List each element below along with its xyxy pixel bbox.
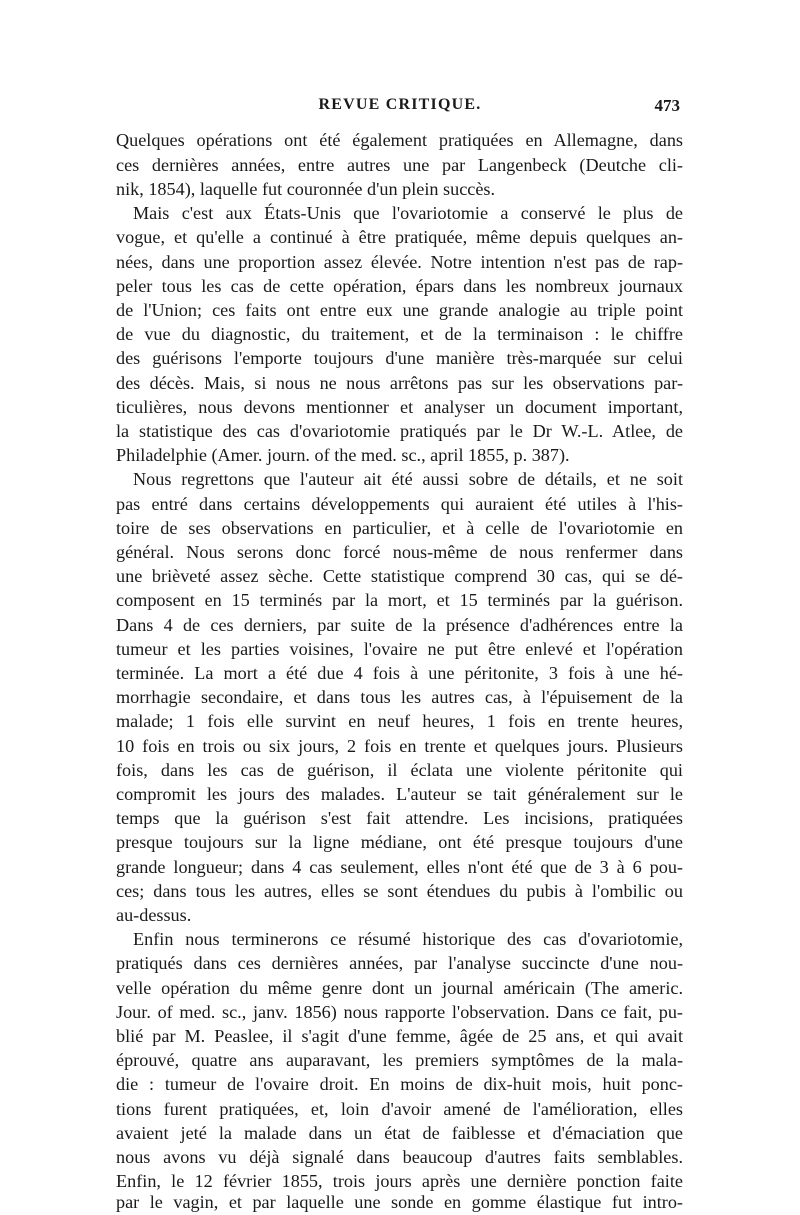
text-line: grande longueur; dans 4 cas seulement, elles n'ont été que de 3 à 6 pou- bbox=[116, 857, 683, 877]
text-line: Jour. of med. sc., janv. 1856) nous rapporte l'observation. Dans ce fait, pu- bbox=[116, 1002, 683, 1022]
text-line: presque toujours sur la ligne médiane, ont été presque toujours d'une bbox=[116, 832, 683, 852]
text-line: Enfin nous terminerons ce résumé historique des cas d'ovariotomie, bbox=[133, 929, 683, 949]
page-header bbox=[118, 96, 682, 124]
text-line: nous avons vu déjà signalé dans beaucoup d'autres faits semblables. bbox=[116, 1147, 683, 1167]
text-line: 10 fois en trois ou six jours, 2 fois en trente et quelques jours. Plusieurs bbox=[116, 736, 683, 756]
text-line: ces dernières années, entre autres une par Langenbeck (Deutche cli- bbox=[116, 155, 683, 175]
text-line: Philadelphie (Amer. journ. of the med. sc., april 1855, p. 387). bbox=[116, 445, 570, 465]
text-line: ces; dans tous les autres, elles se sont étendues du pubis à l'ombilic ou bbox=[116, 881, 683, 901]
text-line: de vue du diagnostic, du traitement, et de la terminaison : le chiffre bbox=[116, 324, 683, 344]
text-line: malade; 1 fois elle survint en neuf heures, 1 fois en trente heures, bbox=[116, 711, 683, 731]
text-line: die : tumeur de l'ovaire droit. En moins de dix-huit mois, huit ponc- bbox=[116, 1074, 683, 1094]
text-line: tumeur et les parties voisines, l'ovaire ne put être enlevé et l'opération bbox=[116, 639, 683, 659]
text-line: fois, dans les cas de guérison, il éclata une violente péritonite qui bbox=[116, 760, 683, 780]
text-line: Quelques opérations ont été également pratiquées en Allemagne, dans bbox=[116, 130, 683, 150]
text-line: terminée. La mort a été due 4 fois à une péritonite, 3 fois à une hé- bbox=[116, 663, 683, 683]
text-line: temps que la guérison s'est fait attendre. Les incisions, pratiquées bbox=[116, 808, 683, 828]
text-line: Mais c'est aux États-Unis que l'ovariotomie a conservé le plus de bbox=[133, 203, 683, 223]
text-line: velle opération du même genre dont un journal américain (The americ. bbox=[116, 978, 683, 998]
text-line: compromit les jours des malades. L'auteur se tait généralement sur le bbox=[116, 784, 683, 804]
text-line: la statistique des cas d'ovariotomie pratiqués par le Dr W.-L. Atlee, de bbox=[116, 421, 683, 441]
text-line: pas entré dans certains développements qui auraient été utiles à l'his- bbox=[116, 494, 683, 514]
text-line: avaient jeté la malade dans un état de faiblesse et d'émaciation que bbox=[116, 1123, 683, 1143]
text-line: pratiqués dans ces dernières années, par l'analyse succincte d'une nou- bbox=[116, 953, 683, 973]
text-line: par le vagin, et par laquelle une sonde en gomme élastique fut intro- bbox=[116, 1192, 683, 1212]
text-line: éprouvé, quatre ans auparavant, les premiers symptômes de la mala- bbox=[116, 1050, 683, 1070]
text-line: une brièveté assez sèche. Cette statistique comprend 30 cas, qui se dé- bbox=[116, 566, 683, 586]
text-line: général. Nous serons donc forcé nous-même de nous renfermer dans bbox=[116, 542, 683, 562]
page-number: 473 bbox=[654, 96, 680, 115]
text-line: tions furent pratiquées, et, loin d'avoir amené de l'amélioration, elles bbox=[116, 1099, 683, 1119]
text-line: nik, 1854), laquelle fut couronnée d'un plein succès. bbox=[116, 179, 496, 199]
text-line: peler tous les cas de cette opération, épars dans les nombreux journaux bbox=[116, 276, 683, 296]
text-line: Enfin, le 12 février 1855, trois jours après une dernière ponction faite bbox=[116, 1171, 683, 1191]
text-line: de l'Union; ces faits ont entre eux une grande analogie au triple point bbox=[116, 300, 683, 320]
text-line: toire de ses observations en particulier, et à celle de l'ovariotomie en bbox=[116, 518, 683, 538]
running-title: REVUE CRITIQUE. bbox=[318, 96, 482, 113]
text-line: vogue, et qu'elle a continué à être pratiquée, même depuis quelques an- bbox=[116, 227, 683, 247]
text-line: Dans 4 de ces derniers, par suite de la présence d'adhérences entre la bbox=[116, 615, 683, 635]
text-line: des guérisons l'emporte toujours d'une manière très-marquée sur celui bbox=[116, 348, 683, 368]
text-line: blié par M. Peaslee, il s'agit d'une femme, âgée de 25 ans, et qui avait bbox=[116, 1026, 683, 1046]
text-line: des décès. Mais, si nous ne nous arrêtons pas sur les observations par- bbox=[116, 373, 683, 393]
text-line: composent en 15 terminés par la mort, et 15 terminés par la guérison. bbox=[116, 590, 683, 610]
text-line: Nous regrettons que l'auteur ait été aussi sobre de détails, et ne soit bbox=[133, 469, 683, 489]
text-line: ticulières, nous devons mentionner et analyser un document important, bbox=[116, 397, 683, 417]
text-line: nées, dans une proportion assez élevée. Notre intention n'est pas de rap- bbox=[116, 252, 683, 272]
text-line: au-dessus. bbox=[116, 905, 192, 925]
text-line: morrhagie secondaire, et dans tous les autres cas, à l'épuisement de la bbox=[116, 687, 683, 707]
